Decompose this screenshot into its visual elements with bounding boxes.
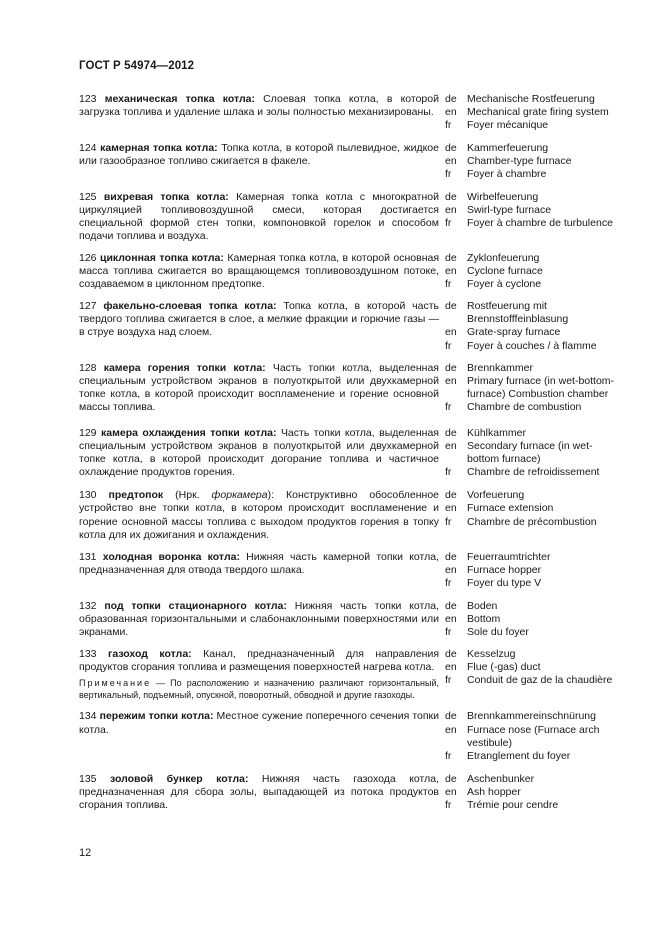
translation-lang: fr <box>445 515 452 528</box>
translation-row <box>445 155 619 168</box>
term-definition: Нижняя часть газохода котла, предназначенная для сбора золы, выпадающей из потока продуктов сгорания топлива. <box>79 772 439 812</box>
translation-text: Kesselzug <box>467 648 516 661</box>
page-number: 12 <box>79 847 92 859</box>
translation-row <box>445 466 619 479</box>
translation-row <box>445 489 619 502</box>
translation-text: Flue (-gas) duct <box>467 661 541 674</box>
term-definition: Конструктивно обособленное устройство вне топки котла, в котором происходит воспламенение и горение основной массы топлива с выходом продуктов горения в топку котла для их дожигания и охлаждения. <box>79 489 440 541</box>
term-entry <box>79 773 619 812</box>
term-name: камера охлаждения топки котла: <box>101 426 277 439</box>
translation-text: Swirl-type furnace <box>467 203 552 216</box>
translation-row <box>445 93 619 106</box>
term-name: вихревая топка котла: <box>103 190 229 203</box>
translation-text: Foyer à cyclone <box>467 278 542 291</box>
translation-text: Kühlkammer <box>467 426 526 439</box>
translation-row <box>445 613 619 626</box>
translation-lang: fr <box>445 119 452 132</box>
term-name: золовой бункер котла: <box>109 772 249 785</box>
term-number: 126 <box>79 251 97 264</box>
term-name: под топки стационарного котла: <box>104 600 287 612</box>
translations <box>445 600 619 639</box>
translation-lang: en <box>445 661 457 674</box>
translation-lang: de <box>445 772 457 785</box>
term-entry <box>79 551 619 590</box>
translation-text: Wirbelfeuerung <box>467 190 539 203</box>
term-name: газоход котла: <box>107 648 192 661</box>
translation-lang: de <box>445 489 457 502</box>
term-number: 131 <box>79 550 97 563</box>
translation-text: Mechanical grate firing system <box>467 106 609 119</box>
translation-text: Furnace nose (Furnace arch vestibule) <box>467 723 600 749</box>
term-definition: Местное сужение поперечного сечения топки котла. <box>79 710 440 736</box>
translation-lang: de <box>445 142 457 155</box>
translation-row <box>445 577 619 590</box>
translation-text: Aschenbunker <box>467 772 535 785</box>
translation-text: Kammerfeuerung <box>467 142 549 155</box>
translation-lang: fr <box>445 749 452 762</box>
translation-text: Trémie pour cendre <box>467 799 559 812</box>
translation-lang: fr <box>445 216 452 229</box>
translation-row <box>445 300 619 326</box>
translation-text: Boden <box>467 600 498 612</box>
translation-lang: en <box>445 613 457 626</box>
term-number: 129 <box>79 426 97 439</box>
translation-row <box>445 674 619 687</box>
translation-row <box>445 724 619 750</box>
translation-text: Chambre de combustion <box>467 400 582 413</box>
translation-text: Foyer du type V <box>467 576 542 589</box>
term-entry <box>79 648 619 701</box>
term-number: 128 <box>79 361 97 374</box>
translation-text: Vorfeuerung <box>467 489 525 502</box>
translation-row <box>445 191 619 204</box>
translation-row <box>445 710 619 723</box>
translation-row <box>445 648 619 661</box>
translation-text: Furnace extension <box>467 502 554 515</box>
note-text: — По расположению и назначению различают горизонтальный, вертикальный, подъемный, опускной, поворотный, обводной и другие газоходы. <box>79 678 439 700</box>
term-entry <box>79 362 619 414</box>
term-entries <box>79 93 619 821</box>
translation-lang: en <box>445 723 457 736</box>
translation-lang: de <box>445 600 457 612</box>
translation-row <box>445 600 619 613</box>
term-entry <box>79 600 619 639</box>
translations <box>445 427 619 479</box>
translation-text: Chambre de refroidissement <box>467 466 600 479</box>
term-number: 123 <box>79 93 97 105</box>
translation-lang: fr <box>445 466 452 479</box>
translation-text: Furnace hopper <box>467 563 542 576</box>
translation-row <box>445 401 619 414</box>
translation-row <box>445 661 619 674</box>
translations <box>445 142 619 181</box>
term-definition-block <box>79 648 439 701</box>
translation-row <box>445 516 619 529</box>
translation-text: Foyer mécanique <box>467 119 549 132</box>
translation-lang: en <box>445 326 457 339</box>
translation-row <box>445 168 619 181</box>
translation-text: Foyer à chambre <box>467 168 547 181</box>
translation-lang: de <box>445 426 457 439</box>
translation-row <box>445 265 619 278</box>
ndp-term: форкамера <box>211 489 268 502</box>
translation-text: Conduit de gaz de la chaudière <box>467 674 613 687</box>
term-note <box>79 678 439 701</box>
translation-row <box>445 786 619 799</box>
translation-lang: en <box>445 106 457 119</box>
translation-row <box>445 440 619 466</box>
translation-row <box>445 799 619 812</box>
term-definition-block <box>79 551 439 590</box>
term-definition: Камерная топка котла с многократной циркуляцией топливовоздушной смеси, которая достигается специальной формой стен топки, компоновкой горелок и способом подачи топлива и воздуха. <box>79 190 439 242</box>
term-definition: Топка котла, в которой пылевидное, жидкое или газообразное топливо сжигается в факеле. <box>79 142 439 168</box>
translations <box>445 93 619 132</box>
term-definition-block <box>79 362 439 414</box>
translation-text: Etranglement du foyer <box>467 749 571 762</box>
translation-row <box>445 626 619 639</box>
term-name: холодная воронка котла: <box>102 550 240 563</box>
translation-row <box>445 217 619 230</box>
term-name: циклонная топка котла: <box>99 251 224 264</box>
translation-lang: en <box>445 785 457 798</box>
translation-lang: de <box>445 93 457 105</box>
translation-lang: en <box>445 374 457 387</box>
translation-lang: de <box>445 361 457 374</box>
translation-row <box>445 773 619 786</box>
translations <box>445 489 619 541</box>
translation-row <box>445 551 619 564</box>
translation-row <box>445 106 619 119</box>
translation-lang: de <box>445 190 457 203</box>
translation-lang: fr <box>445 626 452 639</box>
term-number: 127 <box>79 300 97 313</box>
translations <box>445 362 619 414</box>
ndp-label: Нрк. <box>178 489 200 502</box>
term-definition-block <box>79 300 439 352</box>
translation-text: Bottom <box>467 613 501 626</box>
translation-text: Sole du foyer <box>467 626 529 639</box>
translation-lang: de <box>445 710 457 723</box>
term-entry <box>79 252 619 291</box>
term-number: 132 <box>79 600 97 612</box>
translation-text: Cyclone furnace <box>467 265 543 278</box>
translations <box>445 252 619 291</box>
term-definition: Камерная топка котла, в которой основная масса топлива сжигается во вращающемся топливовоздушном потоке, создаваемом в циклонном предтопке. <box>79 251 440 291</box>
translation-lang: de <box>445 300 457 313</box>
term-name: пережим топки котла: <box>99 710 214 723</box>
translation-lang: fr <box>445 576 452 589</box>
term-definition-block <box>79 142 439 181</box>
note-label: Примечание <box>79 678 152 689</box>
translation-row <box>445 427 619 440</box>
translation-text: Chamber-type furnace <box>467 155 572 168</box>
term-definition-block <box>79 710 439 762</box>
translation-text: Grate-spray furnace <box>467 326 561 339</box>
term-definition-block <box>79 773 439 812</box>
translation-lang: de <box>445 251 457 264</box>
translations <box>445 710 619 762</box>
term-name: факельно-слоевая топка котла: <box>103 300 277 313</box>
term-name: камерная топка котла: <box>100 142 218 155</box>
translation-text: Primary furnace (in wet-bottom-furnace) Combustion chamber <box>467 374 615 400</box>
term-entry <box>79 300 619 352</box>
translation-lang: fr <box>445 278 452 291</box>
term-number: 133 <box>79 648 97 661</box>
translation-text: Secondary furnace (in wet-bottom furnace) <box>467 440 593 466</box>
term-entry <box>79 710 619 762</box>
term-definition: Канал, предназначенный для направления продуктов сгорания топлива и размещения поверхностей нагрева котла. <box>79 648 440 674</box>
translation-lang: de <box>445 648 457 661</box>
term-name: камера горения топки котла: <box>103 361 266 374</box>
term-number: 130 <box>79 489 97 502</box>
term-number: 135 <box>79 772 97 785</box>
translation-row <box>445 252 619 265</box>
term-definition: Топка котла, в которой часть твердого топлива сжигается в слое, а мелкие фракции и горючие газы — в струе воздуха над слоем. <box>79 300 440 339</box>
translation-lang: en <box>445 265 457 278</box>
term-definition: Нижняя часть камерной топки котла, предназначенная для отвода твердого шлака. <box>79 550 440 576</box>
translation-lang: fr <box>445 339 452 352</box>
translation-text: Rostfeuerung mit Brennstofffeinblasung <box>467 300 569 326</box>
term-name: предтопок <box>108 489 164 502</box>
term-entry <box>79 427 619 479</box>
translation-row <box>445 278 619 291</box>
translation-lang: fr <box>445 400 452 413</box>
translations <box>445 191 619 243</box>
translation-text: Foyer à chambre de turbulence <box>467 216 613 229</box>
term-number: 134 <box>79 710 97 723</box>
term-definition-block <box>79 427 439 479</box>
translations <box>445 773 619 812</box>
page-header: ГОСТ Р 54974—2012 <box>79 60 195 72</box>
translation-row <box>445 502 619 515</box>
translations <box>445 648 619 701</box>
term-definition: Слоевая топка котла, в которой загрузка топлива и удаление шлака и золы полностью механизированы. <box>79 93 439 119</box>
translation-text: Mechanische Rostfeuerung <box>467 93 595 105</box>
translation-text: Chambre de précombustion <box>467 515 597 528</box>
translation-lang: en <box>445 563 457 576</box>
translation-lang: de <box>445 550 457 563</box>
translation-text: Brennkammereinschnürung <box>467 710 596 723</box>
translation-row <box>445 340 619 353</box>
translation-text: Feuerraumtrichter <box>467 550 551 563</box>
term-number: 124 <box>79 142 97 155</box>
translation-text: Foyer à couches / à flamme <box>467 339 597 352</box>
translation-row <box>445 564 619 577</box>
translation-row <box>445 204 619 217</box>
term-entry <box>79 142 619 181</box>
term-name: механическая топка котла: <box>104 93 255 105</box>
translation-row <box>445 362 619 375</box>
term-entry <box>79 93 619 132</box>
term-definition-block <box>79 93 439 132</box>
translation-lang: en <box>445 502 457 515</box>
translation-text: Brennkammer <box>467 361 533 374</box>
term-definition-block <box>79 252 439 291</box>
translation-lang: en <box>445 440 457 453</box>
translation-lang: fr <box>445 799 452 812</box>
term-definition: Часть топки котла, выделенная специальным устройством экранов в полуоткрытой или двухкамерной топке котла, в которой происходит воспламенение и горение основной массы топлива. <box>79 361 439 413</box>
translation-row <box>445 119 619 132</box>
translation-row <box>445 750 619 763</box>
translation-text: Zyklonfeuerung <box>467 251 540 264</box>
term-number: 125 <box>79 190 97 203</box>
translation-lang: fr <box>445 674 452 687</box>
term-entry <box>79 191 619 243</box>
translation-lang: fr <box>445 168 452 181</box>
translation-row <box>445 326 619 339</box>
term-definition: Нижняя часть топки котла, образованная горизонтальными и слабонаклонными поверхностями или экранами. <box>79 600 439 639</box>
translation-row <box>445 142 619 155</box>
translations <box>445 551 619 590</box>
translation-text: Ash hopper <box>467 785 521 798</box>
term-definition: Часть топки котла, выделенная специальным устройством экранов в полуоткрытой или двухкамерной топке котла, в которой происходит догорание топлива и частичное охлаждение продуктов горения. <box>79 426 439 479</box>
term-definition-block: 130 предтопок (Нрк. форкамера): Конструктивно обособленное устройство вне топки котла, в котором происходит воспламенение и горение основной массы топлива с выходом продуктов горения в топку котла для их дожигания и охлаждения. <box>79 489 440 541</box>
term-definition-block <box>79 600 439 639</box>
translation-row <box>445 375 619 401</box>
translation-lang: en <box>445 203 457 216</box>
term-definition-block <box>79 191 439 243</box>
translations <box>445 300 619 352</box>
term-entry <box>79 489 619 541</box>
translation-lang: en <box>445 155 457 168</box>
